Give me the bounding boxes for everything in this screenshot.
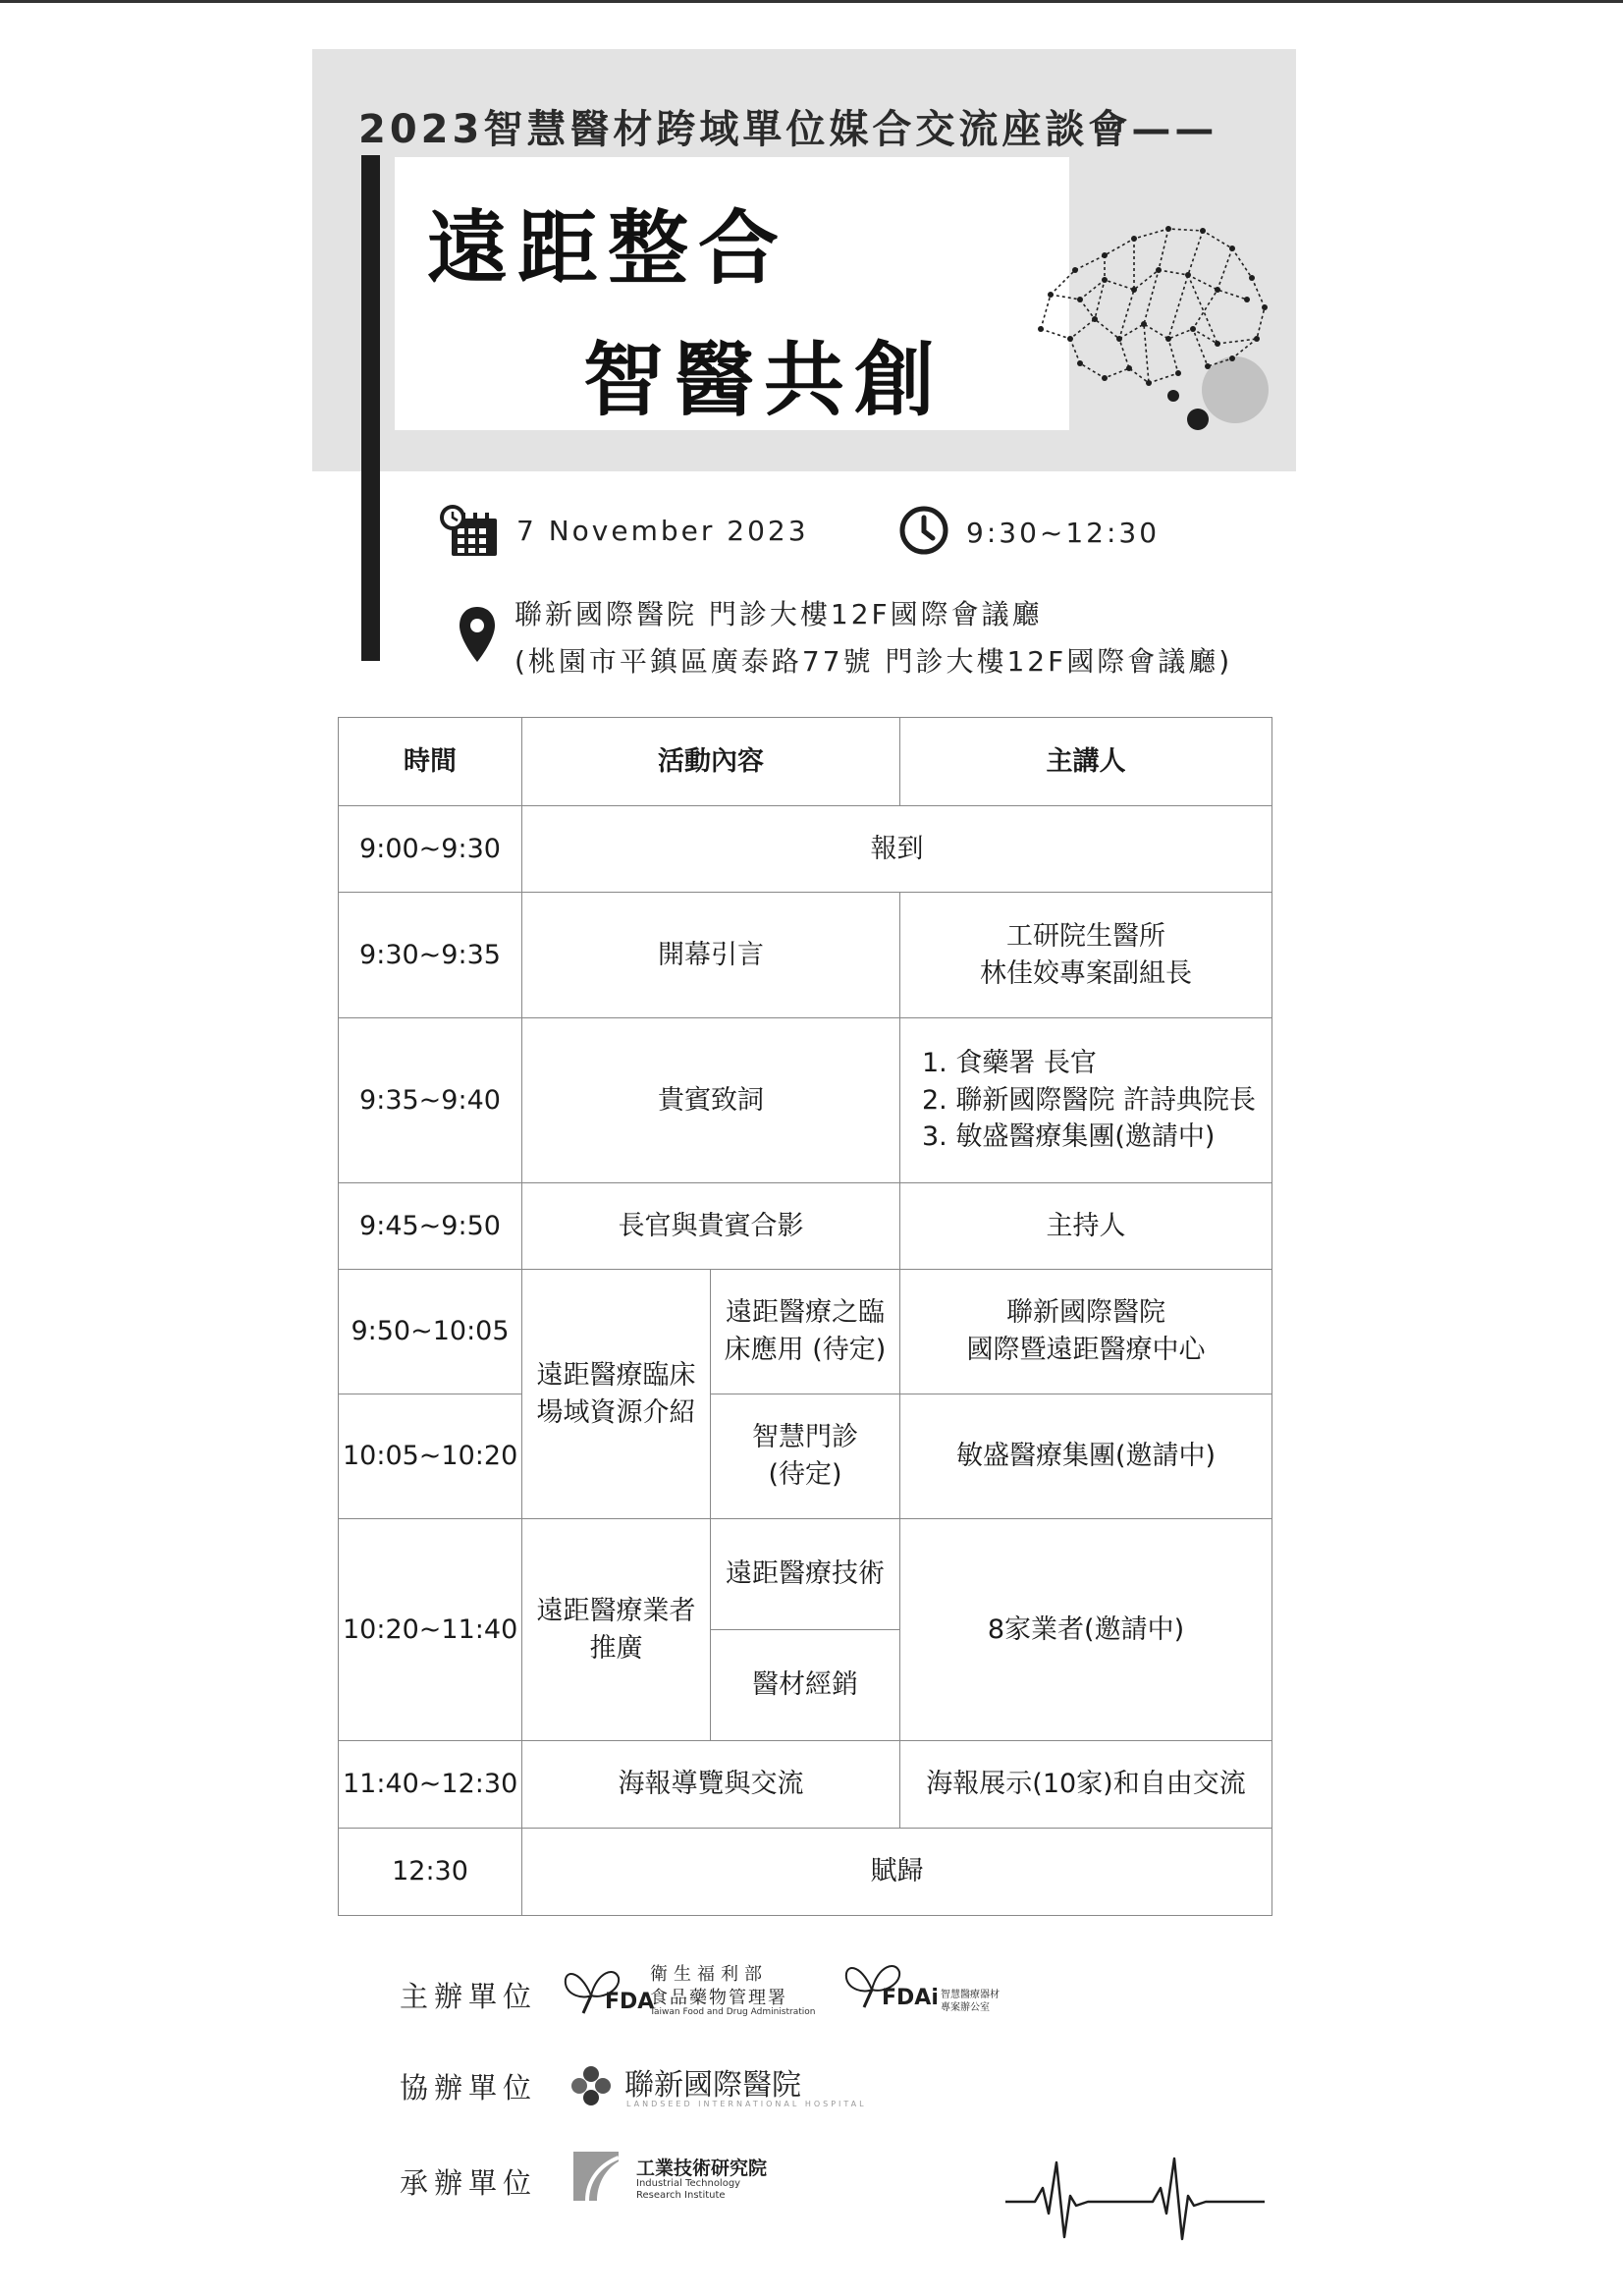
group-line: 場域資源介紹 bbox=[536, 1396, 696, 1428]
itri-mark-icon bbox=[573, 2152, 619, 2201]
speaker-item: 1. 食藥署 長官 bbox=[922, 1047, 1097, 1078]
activity-cell: 開幕引言 bbox=[522, 893, 900, 1018]
sub-line: 床應用 (待定) bbox=[724, 1335, 887, 1365]
sub-activity-cell bbox=[711, 1270, 900, 1394]
activity-cell: 報到 bbox=[522, 806, 1272, 893]
itri-english-line2: Research Institute bbox=[636, 2190, 726, 2201]
fda-abbrev: FDA bbox=[605, 1990, 655, 2014]
speaker-line: 林佳姣專案副組長 bbox=[980, 957, 1192, 989]
agenda-table bbox=[338, 717, 1272, 1916]
speaker-item: 2. 聯新國際醫院 許詩典院長 bbox=[922, 1084, 1256, 1116]
calendar-clock-icon bbox=[438, 503, 501, 558]
speaker-cell bbox=[900, 893, 1272, 1018]
time-cell: 9:35~9:40 bbox=[339, 1018, 522, 1183]
table-row bbox=[339, 1519, 1272, 1630]
speaker-line: 國際暨遠距醫療中心 bbox=[966, 1335, 1206, 1365]
venue-line2: (桃園市平鎮區廣泰路77號 門診大樓12F國際會議廳) bbox=[514, 645, 1233, 678]
accent-bar bbox=[361, 155, 380, 661]
clock-icon bbox=[897, 504, 950, 557]
ecg-line-illustration bbox=[1005, 2149, 1265, 2247]
activity-cell: 貴賓致詞 bbox=[522, 1018, 900, 1183]
table-row bbox=[339, 1183, 1272, 1270]
speaker-item: 3. 敏盛醫療集團(邀請中) bbox=[922, 1121, 1216, 1153]
table-row bbox=[339, 1741, 1272, 1829]
speaker-cell: 主持人 bbox=[900, 1183, 1272, 1270]
activity-cell: 海報導覽與交流 bbox=[522, 1741, 900, 1829]
co-organizer-label: 協辦單位 bbox=[400, 2071, 538, 2105]
speaker-line: 工研院生醫所 bbox=[1006, 920, 1165, 952]
fda-english-name: Taiwan Food and Drug Administration bbox=[650, 2007, 816, 2017]
fdai-name-line2: 專案辦公室 bbox=[941, 2002, 990, 2013]
table-row bbox=[339, 893, 1272, 1018]
sub-activity-cell: 醫材經銷 bbox=[711, 1630, 900, 1741]
speaker-cell: 海報展示(10家)和自由交流 bbox=[900, 1741, 1272, 1829]
activity-cell: 長官與貴賓合影 bbox=[522, 1183, 900, 1270]
sub-line: 智慧門診 bbox=[752, 1422, 858, 1453]
speaker-cell: 8家業者(邀請中) bbox=[900, 1519, 1272, 1741]
fdai-logo bbox=[842, 1950, 1019, 2019]
activity-cell: 賦歸 bbox=[522, 1829, 1272, 1916]
time-cell: 9:30~9:35 bbox=[339, 893, 522, 1018]
table-row bbox=[339, 1394, 1272, 1519]
table-row bbox=[339, 1829, 1272, 1916]
sub-activity-cell: 遠距醫療技術 bbox=[711, 1519, 900, 1630]
time-cell: 9:45~9:50 bbox=[339, 1183, 522, 1270]
group-line: 遠距醫療臨床 bbox=[536, 1359, 696, 1391]
main-title-line2: 智醫共創 bbox=[583, 334, 946, 427]
sub-activity-cell bbox=[711, 1394, 900, 1519]
header-time: 時間 bbox=[339, 718, 522, 806]
map-pin-icon bbox=[458, 605, 497, 666]
flower-icon bbox=[569, 2064, 613, 2107]
event-date: 7 November 2023 bbox=[516, 515, 809, 547]
group-line: 遠距醫療業者 bbox=[536, 1595, 696, 1626]
landseed-name: 聯新國際醫院 bbox=[624, 2068, 801, 2103]
table-row bbox=[339, 1270, 1272, 1394]
executor-label: 承辦單位 bbox=[400, 2166, 538, 2200]
speaker-cell: 敏盛醫療集團(邀請中) bbox=[900, 1394, 1272, 1519]
event-time: 9:30~12:30 bbox=[966, 517, 1161, 549]
series-title: 2023智慧醫材跨域單位媒合交流座談會—— bbox=[358, 107, 1218, 152]
time-cell: 10:05~10:20 bbox=[339, 1394, 522, 1519]
top-scan-line bbox=[0, 0, 1623, 3]
sub-line: 遠距醫療之臨 bbox=[726, 1297, 885, 1329]
time-cell: 9:00~9:30 bbox=[339, 806, 522, 893]
speaker-line: 聯新國際醫院 bbox=[1006, 1297, 1165, 1329]
host-label: 主辦單位 bbox=[400, 1980, 538, 2013]
table-row bbox=[339, 806, 1272, 893]
fda-agency-name: 食品藥物管理署 bbox=[650, 1988, 787, 2008]
itri-english-line1: Industrial Technology bbox=[636, 2178, 741, 2189]
time-cell: 9:50~10:05 bbox=[339, 1270, 522, 1394]
landseed-english-name: LANDSEED INTERNATIONAL HOSPITAL bbox=[626, 2100, 867, 2108]
table-row bbox=[339, 1018, 1272, 1183]
time-cell: 11:40~12:30 bbox=[339, 1741, 522, 1829]
main-title-line1: 遠距整合 bbox=[427, 202, 789, 296]
time-cell: 10:20~11:40 bbox=[339, 1519, 522, 1741]
fda-logo bbox=[562, 1954, 817, 2023]
landseed-logo bbox=[569, 2056, 867, 2115]
header-activity: 活動內容 bbox=[522, 718, 900, 806]
venue-line1: 聯新國際醫院 門診大樓12F國際會議廳 bbox=[514, 598, 1043, 630]
fdai-name-line1: 智慧醫療器材 bbox=[941, 1990, 1000, 2000]
itri-name: 工業技術研究院 bbox=[636, 2158, 768, 2179]
session-group-cell bbox=[522, 1270, 711, 1519]
sub-line: (待定) bbox=[768, 1459, 842, 1490]
speaker-list-cell bbox=[900, 1018, 1272, 1183]
header-speaker: 主講人 bbox=[900, 718, 1272, 806]
time-cell: 12:30 bbox=[339, 1829, 522, 1916]
speaker-cell bbox=[900, 1270, 1272, 1394]
session-group-cell bbox=[522, 1519, 711, 1741]
fdai-abbrev: FDAi bbox=[882, 1986, 939, 2010]
group-line: 推廣 bbox=[589, 1632, 643, 1664]
table-header-row bbox=[339, 718, 1272, 806]
fda-ministry-name: 衛生福利部 bbox=[650, 1964, 768, 1985]
brain-network-icon bbox=[1021, 201, 1276, 437]
itri-logo bbox=[573, 2152, 799, 2207]
